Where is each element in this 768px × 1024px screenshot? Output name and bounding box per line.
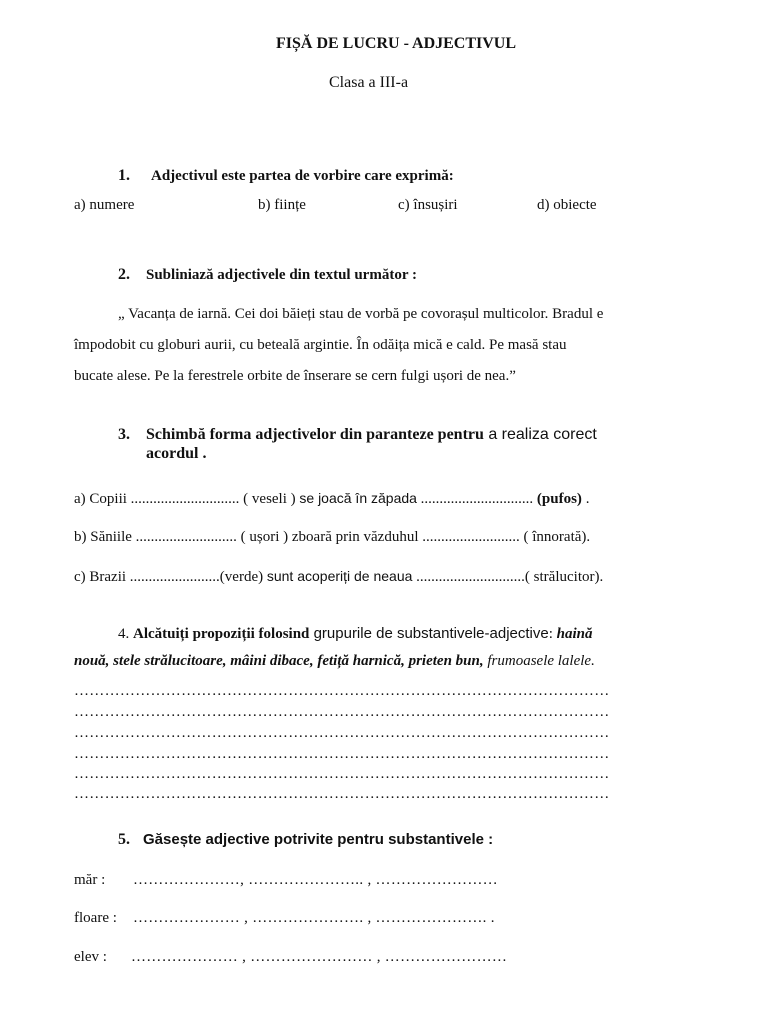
- row-elev-blanks: ………………… , …………………… , ……………………: [131, 949, 508, 965]
- exercise-a-end: .: [581, 491, 590, 507]
- question-4-line-2: [74, 653, 595, 670]
- row-mar-blanks: …………………, ………………….. , ……………………: [133, 872, 498, 888]
- answer-line-2: ……………………………………………………………………………………………: [74, 704, 610, 720]
- question-4-phrases: nouă, stele strălucitoare, mâini dibace, fetiță harnică, prieten bun,: [74, 653, 484, 669]
- answer-line-3: ……………………………………………………………………………………………: [74, 725, 610, 741]
- question-2-text: Subliniază adjectivele din textul următor :: [146, 267, 417, 283]
- question-4-phrase-1: haină: [556, 626, 593, 642]
- question-4-text-regular: grupurile de substantivele-adjective: [309, 625, 549, 642]
- option-a: a) numere: [74, 197, 135, 213]
- exercise-c-end: .............................( strălucitor).: [412, 569, 604, 585]
- option-d: d) obiecte: [537, 197, 597, 213]
- option-c: c) însușiri: [398, 197, 458, 213]
- answer-line-6: ……………………………………………………………………………………………: [74, 786, 610, 802]
- option-b: b) ființe: [258, 197, 306, 213]
- question-3-text: [146, 426, 597, 444]
- question-3-text-bold: Schimbă forma adjectivelor din paranteze pentru: [146, 426, 484, 443]
- page-title: FIȘĂ DE LUCRU - ADJECTIVUL: [276, 35, 517, 52]
- question-2-number: 2.: [118, 266, 130, 283]
- question-5-text: Găsește adjective potrivite pentru substantivele :: [143, 831, 494, 848]
- exercise-c: [74, 568, 603, 586]
- row-elev-label: elev :: [74, 949, 107, 965]
- question-4-text-bold: Alcătuiți propoziții folosind: [133, 626, 310, 642]
- exercise-a-blank: ..............................: [416, 491, 537, 507]
- row-floare-label: floare :: [74, 910, 117, 926]
- page-subtitle: Clasa a III-a: [329, 74, 409, 91]
- row-mar-label: măr :: [74, 872, 106, 888]
- exercise-c-start: c) Brazii ........................(verde): [74, 569, 267, 585]
- question-1-text: Adjectivul este partea de vorbire care exprimă:: [151, 168, 454, 184]
- exercise-c-verb: sunt acoperiți de neaua: [266, 568, 413, 584]
- question-3-number: 3.: [118, 426, 130, 443]
- question-3-text-continued: acordul .: [146, 445, 207, 462]
- exercise-a-verb: se joacă în zăpada: [299, 490, 417, 506]
- question-4-number: 4.: [118, 626, 130, 642]
- question-5-number: 5.: [118, 831, 130, 848]
- question-1-number: 1.: [118, 167, 130, 184]
- row-floare-blanks: ………………… , …………………. , …………………. .: [133, 910, 495, 926]
- answer-line-4: ……………………………………………………………………………………………: [74, 746, 610, 762]
- text-line-3: bucate alese. Pe la ferestrele orbite de înserare se cern fulgi ușori de nea.”: [74, 368, 516, 384]
- text-line-1: „ Vacanța de iarnă. Cei doi băieți stau de vorbă pe covorașul multicolor. Bradul e: [118, 306, 604, 322]
- text-line-2: împodobit cu globuri aurii, cu beteală argintie. În odăița mică e cald. Pe masă stau: [74, 337, 567, 353]
- answer-line-1: ……………………………………………………………………………………………: [74, 683, 610, 699]
- exercise-a-adjective: (pufos): [536, 491, 582, 507]
- question-4-line-1: [118, 625, 593, 643]
- exercise-a-start: a) Copiii ............................. ( veseli ): [74, 491, 300, 507]
- question-4-last-phrase: frumoasele lalele.: [483, 653, 595, 669]
- question-4-colon: :: [548, 626, 557, 642]
- exercise-b: b) Săniile ........................... ( ușori ) zboară prin văzduhul .......................... ( înnorată).: [74, 529, 591, 545]
- answer-line-5: ……………………………………………………………………………………………: [74, 766, 610, 782]
- exercise-a: [74, 490, 589, 508]
- question-3-text-regular: a realiza corect: [483, 426, 597, 443]
